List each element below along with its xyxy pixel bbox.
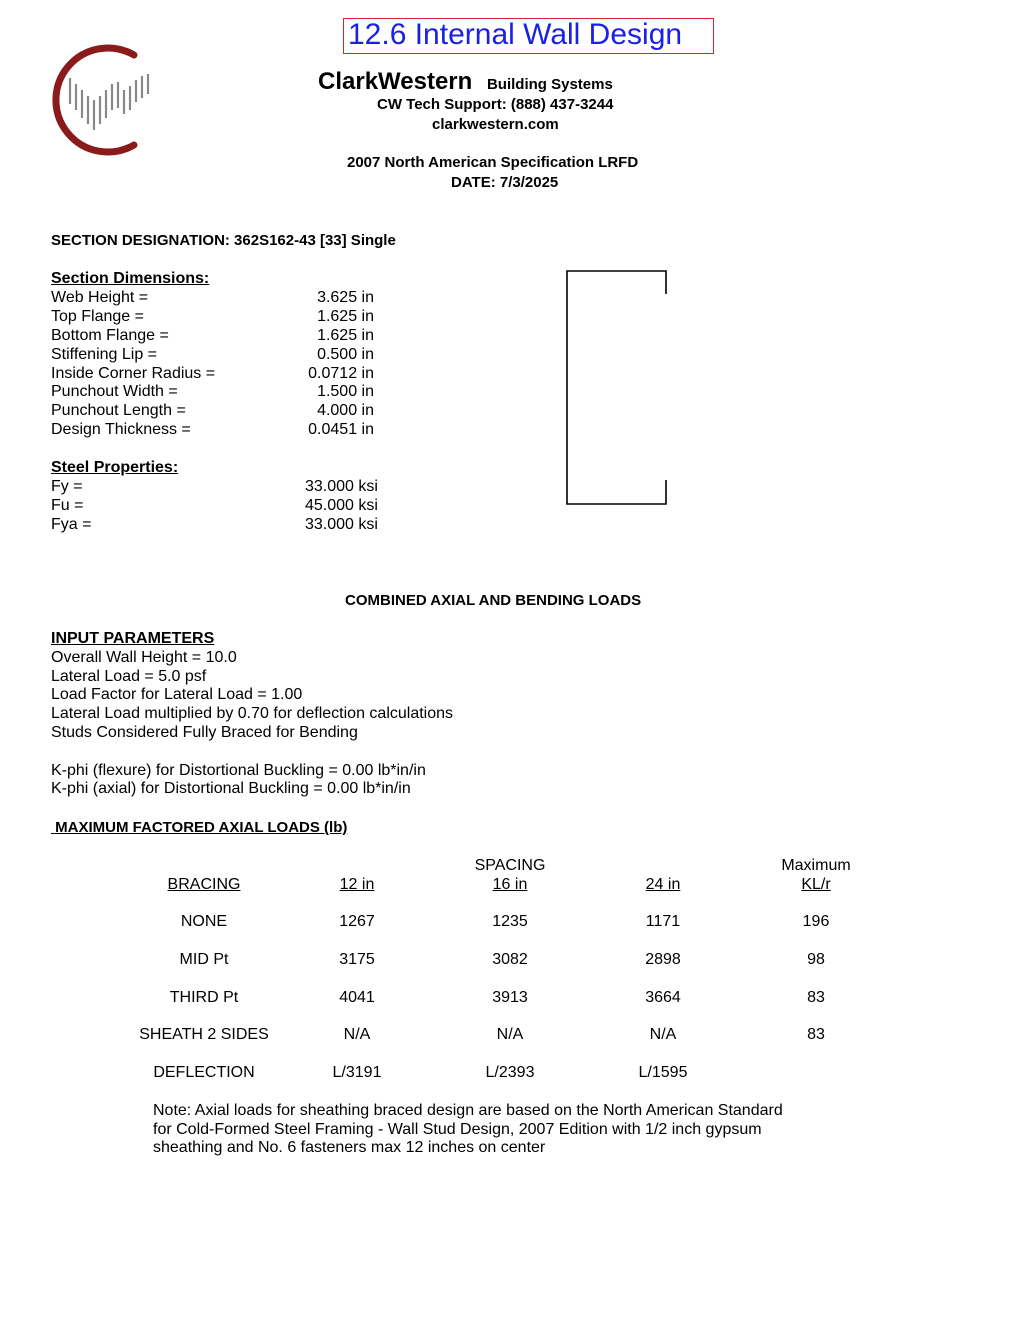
steel-label: Fy = [51, 478, 83, 495]
steel-heading: Steel Properties: [51, 459, 179, 476]
dim-value: 3.625 in [317, 289, 374, 306]
note-line: for Cold-Formed Steel Framing - Wall Stud Design, 2007 Edition with 1/2 inch gypsum [153, 1121, 762, 1138]
dim-value: 1.625 in [317, 308, 374, 325]
tech-support: CW Tech Support: (888) 437-3244 [377, 96, 614, 113]
table-cell: 4041 [339, 989, 375, 1006]
brand-name: ClarkWestern [318, 68, 473, 95]
table-cell: 3175 [339, 951, 375, 968]
table-cell: 3082 [492, 951, 528, 968]
table-cell: 1171 [645, 913, 681, 930]
dim-value: 0.0451 in [308, 421, 374, 438]
c-section-diagram [560, 264, 675, 512]
table-header: KL/r [801, 876, 831, 893]
kphi-flexure: K-phi (flexure) for Distortional Buckling = 0.00 lb*in/in [51, 762, 426, 779]
table-header: 24 in [645, 876, 681, 893]
table-header: 16 in [492, 876, 528, 893]
table-cell: 2898 [645, 951, 681, 968]
brand-subtitle: Building Systems [486, 76, 613, 93]
steel-value: 33.000 ksi [305, 478, 378, 495]
table-cell: 1267 [339, 913, 375, 930]
table-cell: MID Pt [179, 951, 229, 968]
table-cell: SHEATH 2 SIDES [139, 1026, 269, 1043]
input-line: Overall Wall Height = 10.0 [51, 649, 237, 666]
table-cell: L/1595 [638, 1064, 688, 1081]
input-line: Studs Considered Fully Braced for Bending [51, 724, 358, 741]
loads-heading: COMBINED AXIAL AND BENDING LOADS [345, 592, 642, 609]
dim-label: Design Thickness = [51, 421, 191, 438]
dim-value: 4.000 in [317, 402, 374, 419]
steel-value: 45.000 ksi [305, 497, 378, 514]
table-cell: THIRD Pt [169, 989, 239, 1006]
note-line: sheathing and No. 6 fasteners max 12 inches on center [153, 1139, 546, 1156]
table-cell: NONE [180, 913, 228, 930]
title-box [343, 18, 714, 54]
table-header: 12 in [339, 876, 375, 893]
input-heading: INPUT PARAMETERS [51, 630, 215, 647]
section-designation: SECTION DESIGNATION: 362S162-43 [33] Single [51, 232, 396, 249]
table-cell: DEFLECTION [153, 1064, 255, 1081]
dim-value: 1.625 in [317, 327, 374, 344]
table-cell: 196 [802, 913, 830, 930]
steel-label: Fya = [51, 516, 92, 533]
page-title: 12.6 Internal Wall Design [348, 18, 683, 51]
dim-value: 1.500 in [317, 383, 374, 400]
logo-bars [70, 74, 148, 130]
maximum-label: Maximum [781, 857, 851, 874]
table-cell: L/3191 [332, 1064, 382, 1081]
table-header: BRACING [167, 876, 241, 893]
input-line: Lateral Load = 5.0 psf [51, 668, 207, 685]
table-cell: N/A [496, 1026, 524, 1043]
kphi-axial: K-phi (axial) for Distortional Buckling = 0.00 lb*in/in [51, 780, 411, 797]
steel-value: 33.000 ksi [305, 516, 378, 533]
table-cell: 1235 [492, 913, 528, 930]
steel-label: Fu = [51, 497, 84, 514]
dim-label: Punchout Width = [51, 383, 178, 400]
dim-value: 0.500 in [317, 346, 374, 363]
dim-label: Punchout Length = [51, 402, 186, 419]
website: clarkwestern.com [432, 116, 559, 133]
table-cell: 83 [807, 1026, 825, 1043]
table-cell: N/A [343, 1026, 371, 1043]
table-cell: 98 [807, 951, 825, 968]
dim-label: Web Height = [51, 289, 149, 306]
clarkwestern-logo [44, 44, 159, 156]
spec-line: 2007 North American Specification LRFD [347, 154, 639, 171]
table-cell: L/2393 [485, 1064, 535, 1081]
dim-label: Top Flange = [51, 308, 144, 325]
spacing-label: SPACING [474, 857, 546, 874]
dim-label: Bottom Flange = [51, 327, 169, 344]
dimensions-heading: Section Dimensions: [51, 270, 210, 287]
table-cell: 83 [807, 989, 825, 1006]
table-cell: N/A [649, 1026, 677, 1043]
input-line: Load Factor for Lateral Load = 1.00 [51, 686, 303, 703]
input-line: Lateral Load multiplied by 0.70 for deflection calculations [51, 705, 454, 722]
table-cell: 3664 [645, 989, 681, 1006]
max-loads-heading: MAXIMUM FACTORED AXIAL LOADS (lb) [51, 819, 348, 836]
dim-label: Inside Corner Radius = [51, 365, 216, 382]
dim-label: Stiffening Lip = [51, 346, 158, 363]
note-line: Note: Axial loads for sheathing braced design are based on the North American Standard [153, 1102, 783, 1119]
date-line: DATE: 7/3/2025 [451, 174, 559, 191]
dim-value: 0.0712 in [308, 365, 374, 382]
table-cell: 3913 [492, 989, 528, 1006]
